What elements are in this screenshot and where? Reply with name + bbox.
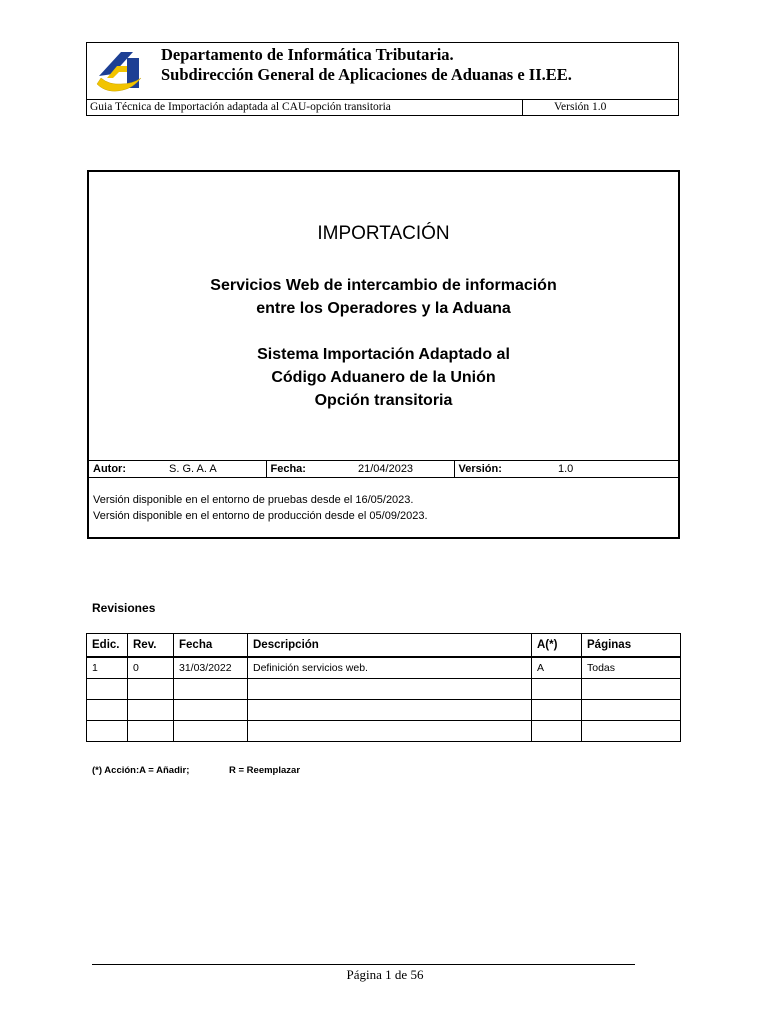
table-cell — [174, 700, 248, 721]
system-line-3: Opción transitoria — [314, 392, 453, 409]
guide-title: Guia Técnica de Importación adaptada al CAU-opción transitoria — [90, 101, 391, 113]
table-cell — [128, 721, 174, 742]
revisions-title: Revisiones — [92, 601, 156, 615]
system-line-1: Sistema Importación Adaptado al — [257, 346, 510, 363]
column-header: A(*) — [532, 634, 582, 658]
document-header — [86, 42, 679, 116]
table-cell — [87, 721, 128, 742]
document-info-row — [89, 461, 678, 478]
column-header: Fecha — [174, 634, 248, 658]
table-cell — [87, 679, 128, 700]
table-cell — [87, 700, 128, 721]
table-cell — [128, 679, 174, 700]
header-bottom-row — [87, 100, 678, 115]
column-header: Rev. — [128, 634, 174, 658]
table-cell — [174, 721, 248, 742]
revisions-table — [86, 633, 681, 742]
author-label: Autor: — [89, 461, 165, 478]
table-cell: 0 — [128, 657, 174, 679]
availability-notes — [93, 492, 428, 524]
version-value: 1.0 — [554, 461, 678, 478]
header-version: Versión 1.0 — [522, 100, 679, 115]
table-cell: 1 — [87, 657, 128, 679]
table-cell — [532, 679, 582, 700]
table-cell — [532, 700, 582, 721]
date-label: Fecha: — [266, 461, 354, 478]
table-row — [87, 679, 681, 700]
footer-divider — [92, 964, 635, 965]
system-line-2: Código Aduanero de la Unión — [271, 369, 496, 386]
column-header: Descripción — [248, 634, 532, 658]
table-cell — [582, 700, 681, 721]
table-cell — [248, 700, 532, 721]
document-subtitle — [89, 274, 678, 320]
version-label: Versión: — [454, 461, 554, 478]
date-value: 21/04/2023 — [354, 461, 454, 478]
table-cell: A — [532, 657, 582, 679]
header-top-row — [87, 43, 678, 100]
table-cell — [128, 700, 174, 721]
department-name: Departamento de Informática Tributaria. — [161, 45, 454, 64]
legend-replace: R = Reemplazar — [229, 765, 301, 776]
document-title: IMPORTACIÓN — [317, 223, 450, 244]
table-cell: 31/03/2022 — [174, 657, 248, 679]
column-header: Páginas — [582, 634, 681, 658]
column-header: Edic. — [87, 634, 128, 658]
legend-action: (*) Acción:A = Añadir; — [92, 765, 190, 776]
table-cell — [582, 721, 681, 742]
table-cell — [532, 721, 582, 742]
system-title — [89, 343, 678, 412]
subtitle-line-2: entre los Operadores y la Aduana — [256, 300, 511, 317]
subtitle-line-1: Servicios Web de intercambio de información — [210, 277, 557, 294]
aeat-logo-icon — [93, 48, 149, 94]
table-cell — [248, 721, 532, 742]
table-row — [87, 657, 681, 679]
document-info-table — [89, 460, 678, 478]
table-cell — [174, 679, 248, 700]
table-row — [87, 700, 681, 721]
availability-test: Versión disponible en el entorno de pruebas desde el 16/05/2023. — [93, 494, 414, 506]
cover-box — [87, 170, 680, 539]
table-cell: Definición servicios web. — [248, 657, 532, 679]
table-cell — [248, 679, 532, 700]
availability-production: Versión disponible en el entorno de producción desde el 05/09/2023. — [93, 510, 428, 522]
table-row — [87, 721, 681, 742]
revisions-header-row — [87, 634, 681, 658]
page-number: Página 1 de 56 — [346, 967, 424, 982]
author-value: S. G. A. A — [165, 461, 266, 478]
subdirectorate-name: Subdirección General de Aplicaciones de Aduanas e II.EE. — [161, 65, 572, 84]
table-cell: Todas — [582, 657, 681, 679]
table-cell — [582, 679, 681, 700]
